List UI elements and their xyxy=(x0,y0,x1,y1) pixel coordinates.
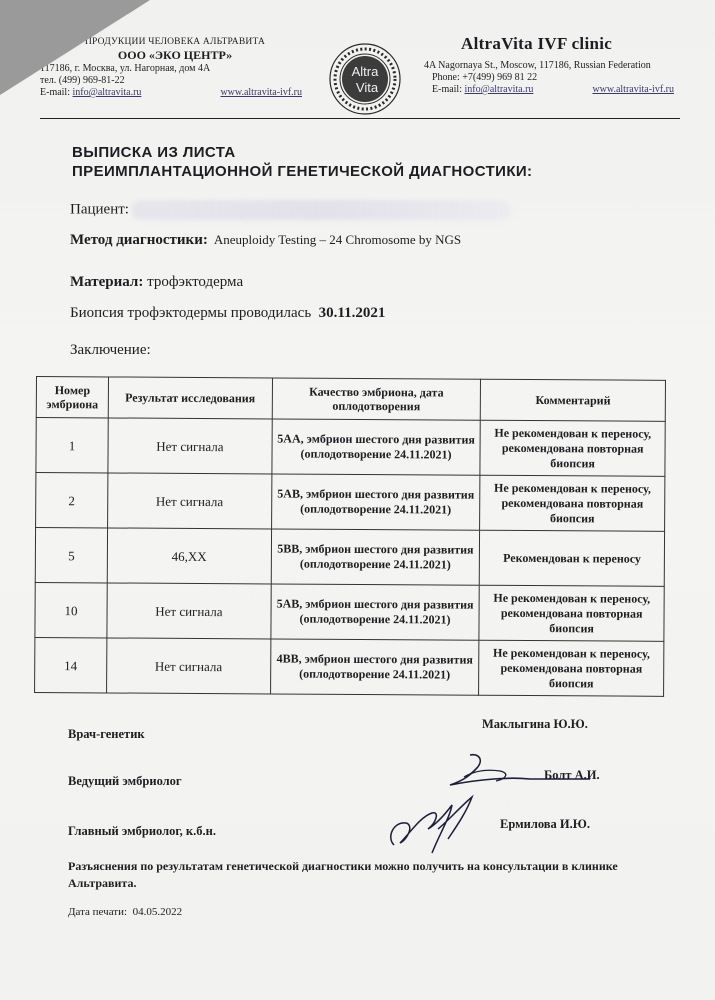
document-title-line2: ПРЕИМПЛАНТАЦИОННОЙ ГЕНЕТИЧЕСКОЙ ДИАГНОСТИКИ: xyxy=(72,163,533,180)
email-label: E-mail: xyxy=(40,87,70,98)
chief-embryologist-label: Главный эмбриолог, к.б.н. xyxy=(68,824,216,838)
embryo-result: 46,XX xyxy=(107,528,271,584)
embryo-number: 1 xyxy=(36,418,108,473)
header-right-phone: Phone: +7(499) 969 81 22 xyxy=(432,72,538,83)
results-table xyxy=(34,376,666,697)
table-row xyxy=(35,528,664,587)
chief-embryologist-name: Ермилова И.Ю. xyxy=(500,817,590,831)
header-right-contacts xyxy=(432,84,694,96)
patient-line xyxy=(70,200,511,220)
header-right-website-link[interactable]: www.altravita-ivf.ru xyxy=(592,84,674,95)
material-line xyxy=(70,274,243,291)
biopsy-text: Биопсия трофэктодермы проводилась xyxy=(70,305,312,321)
print-date-line xyxy=(68,906,182,918)
embryo-quality: 5АА, эмбрион шестого дня развития (оплодотворение 24.11.2021) xyxy=(272,419,481,475)
embryo-quality: 5АВ, эмбрион шестого дня развития (оплодотворение 24.11.2021) xyxy=(271,584,480,640)
method-line xyxy=(70,232,461,249)
table-header-row xyxy=(36,377,665,422)
conclusion-label: Заключение: xyxy=(70,342,151,358)
embryo-comment: Не рекомендован к переносу, рекомендована повторная биопсия xyxy=(480,475,665,531)
embryo-result: Нет сигнала xyxy=(107,583,271,639)
redacted-patient-name xyxy=(131,200,511,220)
header-left-website-link[interactable]: www.altravita-ivf.ru xyxy=(220,87,302,98)
table-row xyxy=(36,418,665,477)
embryo-quality: 5АВ, эмбрион шестого дня развития (оплодотворение 24.11.2021) xyxy=(271,474,480,530)
embryo-comment: Рекомендован к переносу xyxy=(480,530,665,586)
embryo-result: Нет сигнала xyxy=(108,418,272,474)
embryo-number: 14 xyxy=(35,637,107,692)
embryo-result: Нет сигнала xyxy=(108,473,272,529)
header-divider xyxy=(40,118,680,119)
header-left-line1: ПРОДУКЦИИ ЧЕЛОВЕКА АЛЬТРАВИТА xyxy=(84,37,266,47)
material-value: трофэктодерма xyxy=(147,274,244,290)
header-right-address: 4A Nagornaya St., Moscow, 117186, Russian Federation xyxy=(424,60,651,71)
header-result: Результат исследования xyxy=(108,377,272,419)
table-row xyxy=(35,582,664,641)
method-label: Метод диагностики: xyxy=(70,232,208,248)
embryo-result: Нет сигнала xyxy=(107,638,271,694)
table-row xyxy=(36,473,665,532)
biopsy-date: 30.11.2021 xyxy=(318,305,386,321)
header-embryo-number: Номер эмбриона xyxy=(36,377,108,418)
clinic-name: AltraVita IVF clinic xyxy=(461,34,613,53)
lead-embryologist-name: Болт А.И. xyxy=(544,768,600,782)
document-title-line1: ВЫПИСКА ИЗ ЛИСТА xyxy=(72,144,236,161)
geneticist-label: Врач-генетик xyxy=(68,727,145,741)
material-label: Материал: xyxy=(70,274,144,290)
email-label: E-mail: xyxy=(432,84,462,95)
method-value: Aneuploidy Testing – 24 Chromosome by NGS xyxy=(213,232,462,247)
biopsy-line xyxy=(70,305,385,322)
embryo-quality: 5ВВ, эмбрион шестого дня развития (оплодотворение 24.11.2021) xyxy=(271,529,480,585)
header-left-phone: тел. (499) 969-81-22 xyxy=(40,75,125,86)
embryo-comment: Не рекомендован к переносу, рекомендована повторная биопсия xyxy=(479,640,664,696)
header-quality: Качество эмбриона, дата оплодотворения xyxy=(272,378,481,420)
logo-text-line1: Altra xyxy=(351,64,379,79)
header-right-email-block xyxy=(432,84,533,96)
geneticist-name: Маклыгина Ю.Ю. xyxy=(482,717,588,731)
header-right xyxy=(424,36,694,96)
signatures-block xyxy=(68,715,668,865)
chief-embryologist-signature xyxy=(380,793,490,863)
header-comment: Комментарий xyxy=(481,379,666,421)
embryo-comment: Не рекомендован к переносу, рекомендована повторная биопсия xyxy=(480,420,665,476)
embryo-quality: 4ВВ, эмбрион шестого дня развития (оплодотворение 24.11.2021) xyxy=(270,639,479,695)
header-left-address: 117186, г. Москва, ул. Нагорная, дом 4А xyxy=(40,63,211,74)
embryo-number: 10 xyxy=(35,582,107,637)
print-date: 04.05.2022 xyxy=(132,906,183,918)
patient-label: Пациент: xyxy=(70,201,129,218)
header-right-email-link[interactable]: info@altravita.ru xyxy=(464,84,534,95)
logo-text-line2: Vita xyxy=(355,80,379,95)
table-row xyxy=(35,637,664,696)
lead-embryologist-label: Ведущий эмбриолог xyxy=(68,774,182,788)
embryo-number: 2 xyxy=(36,473,108,528)
page-fold-shadow xyxy=(0,0,150,95)
document-title xyxy=(72,143,532,181)
embryo-number: 5 xyxy=(35,528,107,583)
header-left-company: ООО «ЭКО ЦЕНТР» xyxy=(117,48,233,62)
embryo-comment: Не рекомендован к переносу, рекомендована повторная биопсия xyxy=(479,585,664,641)
explanation-note: Разъяснения по результатам генетической диагностики можно получить на консультации в клинике Альтравита. xyxy=(68,859,618,890)
altravita-logo xyxy=(317,40,413,118)
print-date-label: Дата печати: xyxy=(68,906,128,918)
header-left-email-link[interactable]: info@altravita.ru xyxy=(72,87,142,98)
